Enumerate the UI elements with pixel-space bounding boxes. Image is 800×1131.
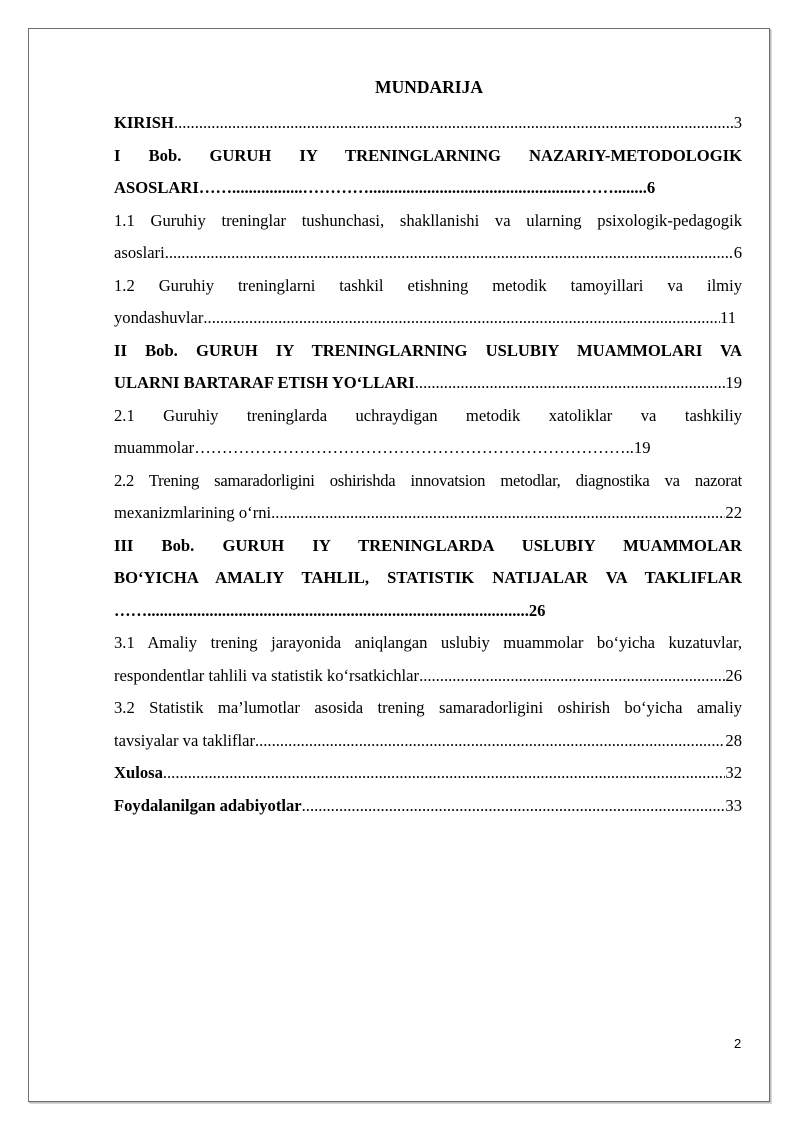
toc-entry-label-cont: muammolar <box>114 438 195 457</box>
dot-leader: ……............................................................................................ <box>114 600 529 620</box>
dot-leader: …….................…………...................................................……........ <box>198 178 647 197</box>
toc-page-number: 32 <box>725 763 742 782</box>
toc-entry-chapter-1[interactable] <box>114 140 742 205</box>
toc-entry-label: 2.1 Guruhiy treninglarda uchraydigan metodik xatoliklar va tashkiliy <box>114 405 742 425</box>
toc-entry-section-1-2[interactable] <box>114 270 742 335</box>
dot-leader <box>302 790 726 823</box>
toc-entry-section-3-1[interactable] <box>114 627 742 692</box>
toc-entry-section-3-2[interactable] <box>114 692 742 757</box>
toc-title: MUNDARIJA <box>375 77 483 97</box>
toc-entry-label: KIRISH <box>114 113 174 132</box>
toc-entry-chapter-3[interactable] <box>114 530 742 628</box>
toc-entry-label: 3.2 Statistik ma’lumotlar asosida trening samaradorligini oshirish bo‘yicha amaliy <box>114 698 742 717</box>
toc-entry-kirish[interactable] <box>114 107 742 140</box>
toc-entry-label: I Bob. GURUH IY TRENINGLARNING NAZARIY-METODOLOGIK <box>114 145 742 165</box>
toc-entry-label: 3.1 Amaliy trening jarayonida aniqlangan uslubiy muammolar bo‘yicha kuzatuvlar, <box>114 633 742 652</box>
toc-page-number: 28 <box>725 730 742 750</box>
toc-entry-adabiyotlar[interactable] <box>114 790 742 823</box>
dot-leader <box>203 302 720 335</box>
toc-entry-chapter-2[interactable] <box>114 335 742 400</box>
toc-page-number: 33 <box>725 795 742 815</box>
dot-leader <box>255 725 725 758</box>
toc-entry-label: 2.2 Trening samaradorligini oshirishda innovatsion metodlar, diagnostika va nazorat <box>114 470 742 490</box>
toc-entry-label: 1.2 Guruhiy treninglarni tashkil etishning metodik tamoyillari va ilmiy <box>114 275 742 295</box>
toc-page-number: 22 <box>725 503 742 522</box>
toc-page-number: 26 <box>725 665 742 685</box>
toc-entry-label: II Bob. GURUH IY TRENINGLARNING USLUBIY MUAMMOLARI VA <box>114 340 742 360</box>
toc-page-number: 11 <box>720 308 736 327</box>
toc-entry-label-cont: BO‘YICHA AMALIY TAHLIL, STATISTIK NATIJALAR VA TAKLIFLAR <box>114 568 742 587</box>
toc-page-number: 26 <box>528 600 546 620</box>
toc-entry-section-1-1[interactable] <box>114 205 742 270</box>
toc-entry-xulosa[interactable] <box>114 757 742 790</box>
dot-leader: …………………………………………………………………….. <box>194 438 634 457</box>
toc-entry-label: Foydalanilgan adabiyotlar <box>114 795 302 815</box>
dot-leader <box>174 107 734 140</box>
toc-entry-section-2-1[interactable] <box>114 400 742 465</box>
toc-page-number: 6 <box>733 243 742 262</box>
toc-entry-label: III Bob. GURUH IY TRENINGLARDA USLUBIY MUAMMOLAR <box>114 535 742 555</box>
dot-leader <box>271 497 725 530</box>
toc-page-number: 3 <box>733 113 742 132</box>
table-of-contents <box>114 74 742 822</box>
toc-entry-label: 1.1 Guruhiy treninglar tushunchasi, shakllanishi va ularning psixologik-pedagogik <box>114 210 742 230</box>
dot-leader <box>419 660 725 693</box>
toc-entry-label-cont: asoslari <box>114 243 165 262</box>
dot-leader <box>165 237 734 270</box>
toc-entry-label: Xulosa <box>114 763 163 782</box>
page-number: 2 <box>734 1036 742 1051</box>
toc-page-number: 6 <box>646 178 656 197</box>
toc-entry-label-cont: mexanizmlarining o‘rni <box>114 503 272 522</box>
toc-entry-label-cont: tavsiyalar va takliflar <box>114 730 255 750</box>
toc-page-number: 19 <box>725 373 742 392</box>
dot-leader <box>415 367 726 400</box>
toc-page-number: 19 <box>633 438 651 457</box>
toc-entry-section-2-2[interactable] <box>114 465 742 530</box>
toc-entry-label-cont: ASOSLARI <box>114 178 199 197</box>
dot-leader <box>163 757 726 790</box>
toc-entry-label-cont: yondashuvlar <box>114 308 204 327</box>
toc-entry-label-cont: ULARNI BARTARAF ETISH YO‘LLARI <box>114 373 415 392</box>
toc-entry-label-cont: respondentlar tahlili va statistik ko‘rsatkichlar <box>114 665 420 685</box>
